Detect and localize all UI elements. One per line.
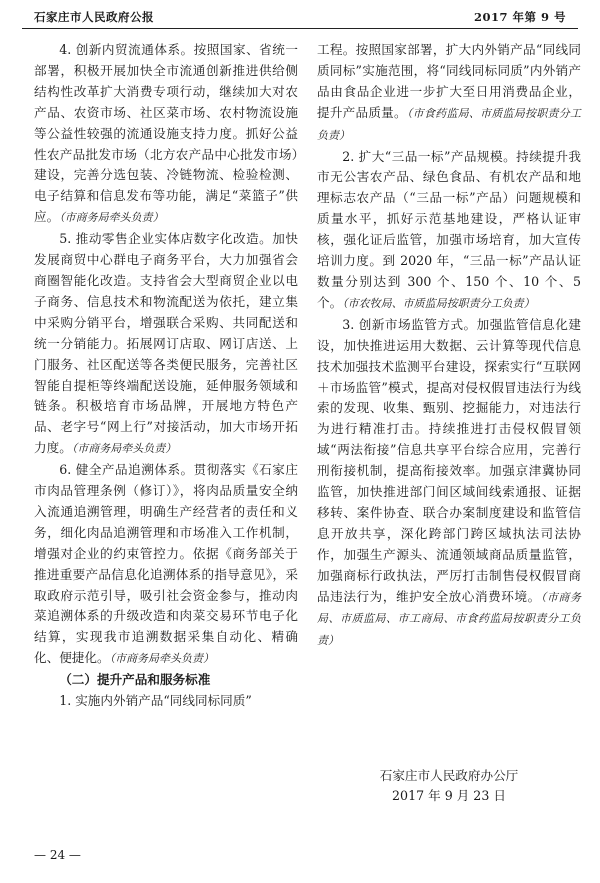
paragraph-text: 5. 推动零售企业实体店数字化改造。加快发展商贸中心群电子商务平台，大力加强省会商圈智能化改造。支持省会大型商贸企业以电子商务、信息技术和物流配送为依托，建立集中采购分销平台，增强联合采购、共同配送和统一分销能力。拓展网订店取、网订店送、上门服务、社区配送等各类便民服务，完善社区智能自提柜等终端配送设施，延伸服务领域和链条。积极培育市场品牌，开展地方特色产品、老字号“网上行”对接活动，加大市场开拓力度。	[34, 231, 298, 456]
paragraph-text: 4. 创新内贸流通体系。按照国家、省统一部署，积极开展加快全市流通创新推进供给侧结构性改革扩大消费专项行动，继续加大对农产品、农资市场、社区菜市场、农村物流设施等公益性较强的流通设施支持力度。抓好公益性农产品批发市场（北方农产品中心批发市场）建设，完善分选包装、冷链物流、检验检测、电子结算和信息发布等功能，满足“菜篮子”供应。	[34, 42, 298, 225]
signature-block	[317, 766, 581, 806]
responsibility-note: （市商务局牵头负责）	[59, 211, 164, 225]
paragraph-item-4	[34, 40, 298, 229]
paragraph-text: 3. 创新市场监管方式。加强监管信息化建设，加快推进运用大数据、云计算等现代信息技术加强技术监测平台建设，探索实行“互联网＋市场监管”模式，提高对侵权假冒违法行为线索的发现、收集、甄别、挖掘能力，对违法行为进行精准打击。持续推进打击侵权假冒领域“两法衔接”信息共享平台综合应用，完善行刑衔接机制，提高衔接效率。加强京津冀协同监管，加快推进部门间区域间线索通报、证据移转、案件协查、联合办案制度建设和监管信息开放共享，深化跨部门跨区域执法司法协作，加强生产源头、流通领域商品质量监管，加强商标行政执法，严厉打击制售侵权假冒商品违法行为，维护安全放心消费环境。	[317, 316, 581, 604]
header-divider	[22, 28, 578, 29]
issue-number: 2017 年第 9 号	[473, 10, 566, 24]
section-heading: （二）提升产品和服务标准	[59, 672, 211, 688]
right-column	[317, 40, 581, 652]
paragraph-text: 工程。按照国家部署，扩大内外销产品“同线同质同标”实施范围，将“同线同标同质”内外销产品由食品企业进一步扩大至日用消费品企业，提升产品质量。	[317, 42, 581, 120]
issuing-office: 石家庄市人民政府办公厅	[379, 768, 519, 783]
paragraph-text: 6. 健全产品追溯体系。贯彻落实《石家庄市肉品管理条例（修订）》，将肉品质量安全纳入流通追溯管理，明确生产经营者的责任和义务，细化肉品追溯管理和市场准入工作机制，增强对企业的约束管控力。依据《商务部关于推进重要产品信息化追溯体系的指导意见》，采取政府示范引导，吸引社会资金参与，推动肉菜追溯体系的升级改造和肉菜交易环节电子化结算，实现我市追溯数据采集自动化、精确化、便捷化。	[34, 462, 298, 666]
responsibility-note: （市食药监局、市质监局按职责分工负责）	[317, 106, 582, 142]
paragraph-item-1-cont	[317, 40, 581, 147]
page-number: — 24 —	[34, 848, 81, 862]
paragraph-item-1-start: 1. 实施内外销产品“同线同标同质”	[59, 693, 252, 709]
paragraph-item-5	[34, 229, 298, 460]
paragraph-item-6	[34, 460, 298, 670]
issue-date: 2017 年 9 月 23 日	[392, 788, 506, 803]
responsibility-note: （市商务局牵头负责）	[71, 442, 177, 456]
paragraph-text: 2. 扩大“三品一标”产品规模。持续提升我市无公害农产品、绿色食品、有机农产品和地理标志农产品（“三品一标”产品）问题规模和质量水平，抓好示范基地建设，严格认证审核，强化证后监管，加强市场培育，加大宣传培训力度。到 2020 年，“三品一标”产品认证数量分别达到 300 个、150 个、10 个、5 个。	[317, 148, 581, 310]
page-header	[0, 0, 600, 30]
left-column	[34, 40, 298, 712]
publication-title: 石家庄市人民政府公报	[34, 10, 154, 24]
paragraph-item-3	[317, 315, 581, 653]
responsibility-note: （市农牧局、市质监局按职责分工负责）	[342, 296, 535, 310]
paragraph-item-2	[317, 147, 581, 315]
responsibility-note: （市商务局牵头负责）	[109, 652, 215, 666]
responsibility-note: （市商务局、市质监局、市工商局、市食药监局按职责分工负责）	[317, 590, 582, 648]
